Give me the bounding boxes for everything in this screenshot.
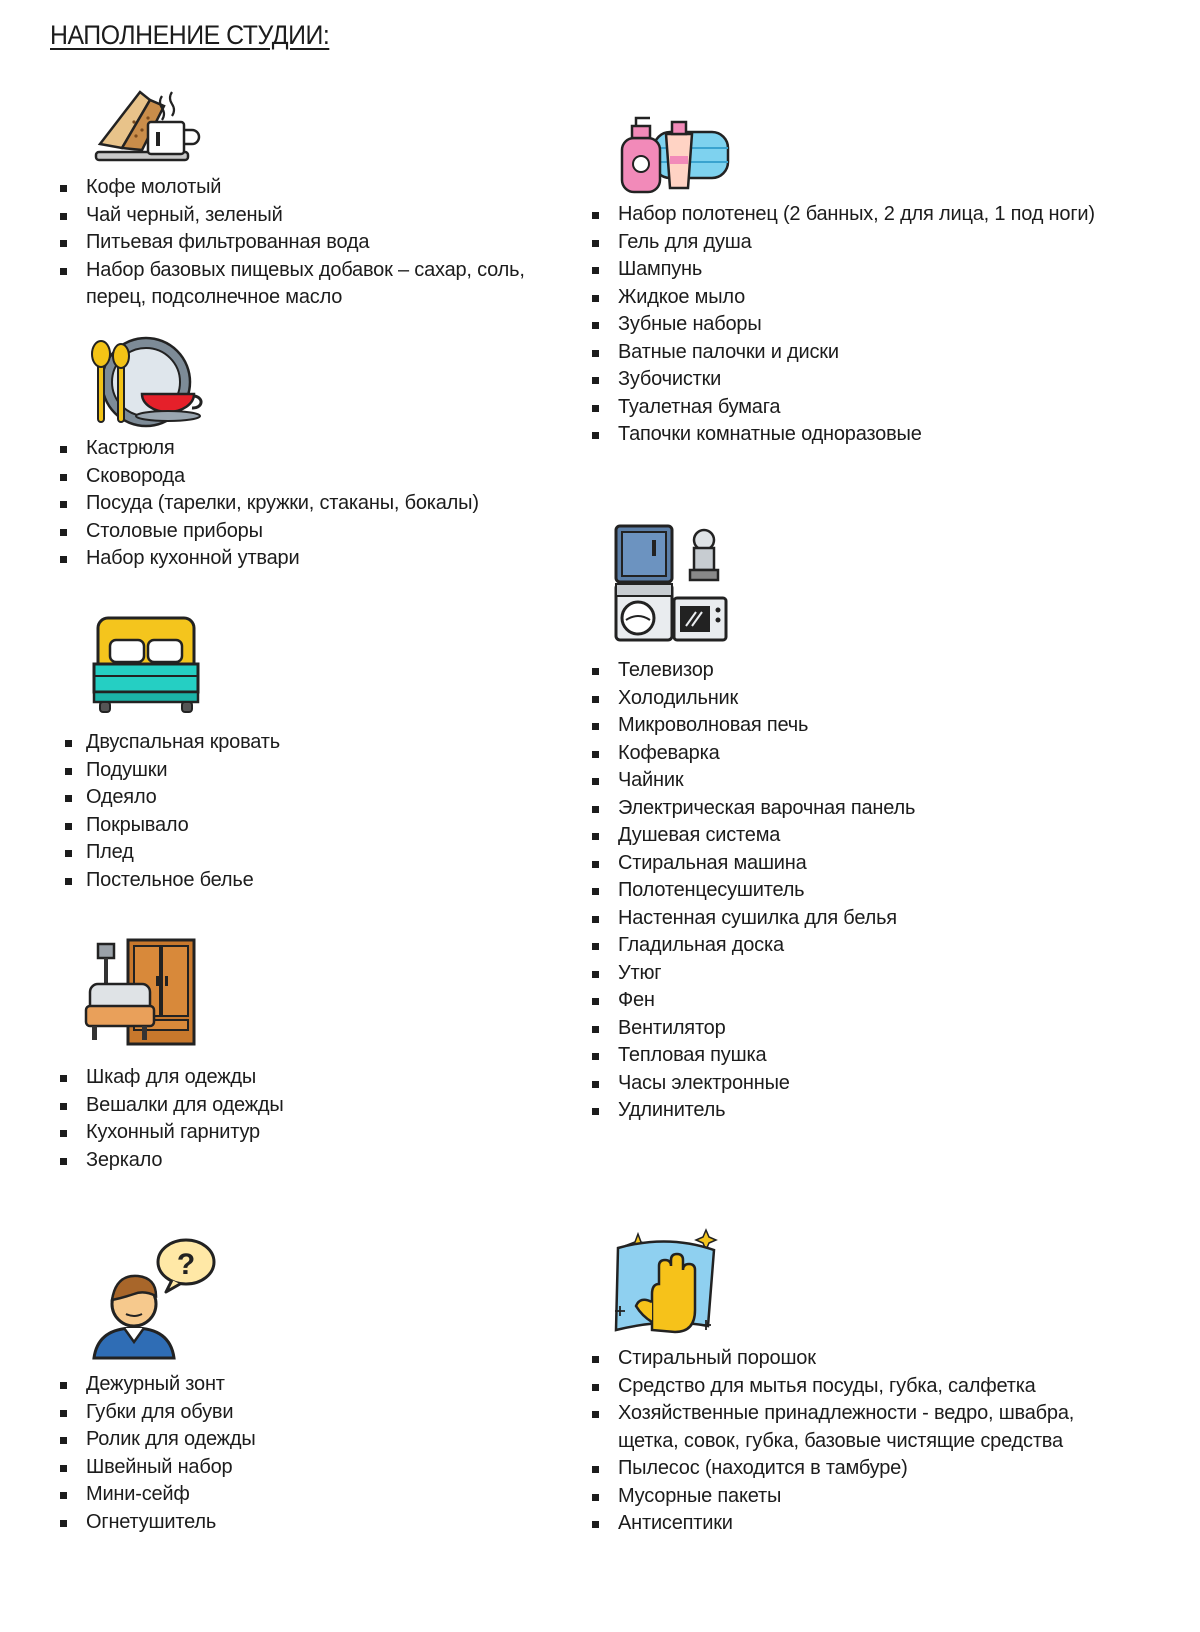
list-item: Кастрюля <box>58 435 479 463</box>
list-item: Туалетная бумага <box>590 394 1095 422</box>
list-item: Питьевая фильтрованная вода <box>58 229 525 257</box>
list-item: Кофе молотый <box>58 174 525 202</box>
list-item: Хозяйственные принадлежности - ведро, швабра, <box>590 1400 1074 1428</box>
list-item: Швейный набор <box>58 1454 256 1482</box>
section-list <box>590 657 915 1125</box>
wardrobe-armchair-icon <box>84 936 198 1048</box>
appliances-icon <box>612 522 730 644</box>
list-item: Шкаф для одежды <box>58 1064 284 1092</box>
section-list <box>63 729 280 894</box>
list-item: Набор полотенец (2 банных, 2 для лица, 1 под ноги) <box>590 201 1095 229</box>
cleaning-glove-icon <box>610 1222 722 1340</box>
section-list <box>590 1345 1074 1538</box>
list-item: Шампунь <box>590 256 1095 284</box>
list-item: Настенная сушилка для белья <box>590 905 915 933</box>
list-item: Постельное белье <box>63 867 280 895</box>
list-item: Вентилятор <box>590 1015 915 1043</box>
list-item: Чай черный, зеленый <box>58 202 525 230</box>
list-item: Полотенцесушитель <box>590 877 915 905</box>
list-item: Кухонный гарнитур <box>58 1119 284 1147</box>
bed-icon <box>90 614 202 716</box>
section-list <box>58 1064 284 1174</box>
person-question-icon <box>90 1236 218 1360</box>
list-item: Часы электронные <box>590 1070 915 1098</box>
list-item-continuation: щетка, совок, губка, базовые чистящие средства <box>618 1429 1063 1452</box>
section-list <box>58 174 525 312</box>
list-item: Одеяло <box>63 784 280 812</box>
list-item: Столовые приборы <box>58 518 479 546</box>
list-item: Губки для обуви <box>58 1399 256 1427</box>
list-item: Средство для мытья посуды, губка, салфетка <box>590 1373 1074 1401</box>
plate-cutlery-icon <box>88 336 213 432</box>
svg-text:?: ? <box>176 1248 196 1281</box>
list-item: Набор базовых пищевых добавок – сахар, соль, <box>58 257 525 285</box>
page-title: НАПОЛНЕНИЕ СТУДИИ: <box>50 20 330 50</box>
list-item: Плед <box>63 839 280 867</box>
list-item: Двуспальная кровать <box>63 729 280 757</box>
list-item: Фен <box>590 987 915 1015</box>
list-item: Зубные наборы <box>590 311 1095 339</box>
list-item: Мусорные пакеты <box>590 1483 1074 1511</box>
list-item: Посуда (тарелки, кружки, стаканы, бокалы) <box>58 490 479 518</box>
list-item: Зубочистки <box>590 366 1095 394</box>
section-list <box>590 201 1095 449</box>
list-item: Антисептики <box>590 1510 1074 1538</box>
list-item: Подушки <box>63 757 280 785</box>
section-list <box>58 1371 256 1536</box>
list-item: Жидкое мыло <box>590 284 1095 312</box>
list-item: Зеркало <box>58 1147 284 1175</box>
list-item: Электрическая варочная панель <box>590 795 915 823</box>
list-item: Тепловая пушка <box>590 1042 915 1070</box>
list-item: Пылесос (находится в тамбуре) <box>590 1455 1074 1483</box>
list-item: Удлинитель <box>590 1097 915 1125</box>
list-item: Холодильник <box>590 685 915 713</box>
list-item: Телевизор <box>590 657 915 685</box>
list-item: Мини-сейф <box>58 1481 256 1509</box>
sandwich-coffee-icon <box>92 86 202 166</box>
list-item: Стиральная машина <box>590 850 915 878</box>
list-item: Кофеварка <box>590 740 915 768</box>
list-item: Гладильная доска <box>590 932 915 960</box>
list-item: Сковорода <box>58 463 479 491</box>
list-item: Тапочки комнатные одноразовые <box>590 421 1095 449</box>
list-item: Ролик для одежды <box>58 1426 256 1454</box>
list-item-continuation: перец, подсолнечное масло <box>86 286 343 308</box>
section-list <box>58 435 479 573</box>
list-item: Стиральный порошок <box>590 1345 1074 1373</box>
list-item: Покрывало <box>63 812 280 840</box>
list-item: Душевая система <box>590 822 915 850</box>
list-item: Гель для душа <box>590 229 1095 257</box>
list-item: Микроволновая печь <box>590 712 915 740</box>
list-item: Ватные палочки и диски <box>590 339 1095 367</box>
list-item: Чайник <box>590 767 915 795</box>
list-item: Вешалки для одежды <box>58 1092 284 1120</box>
list-item: Огнетушитель <box>58 1509 256 1537</box>
toiletries-icon <box>614 112 730 194</box>
list-item: Дежурный зонт <box>58 1371 256 1399</box>
list-item: Набор кухонной утвари <box>58 545 479 573</box>
list-item: Утюг <box>590 960 915 988</box>
